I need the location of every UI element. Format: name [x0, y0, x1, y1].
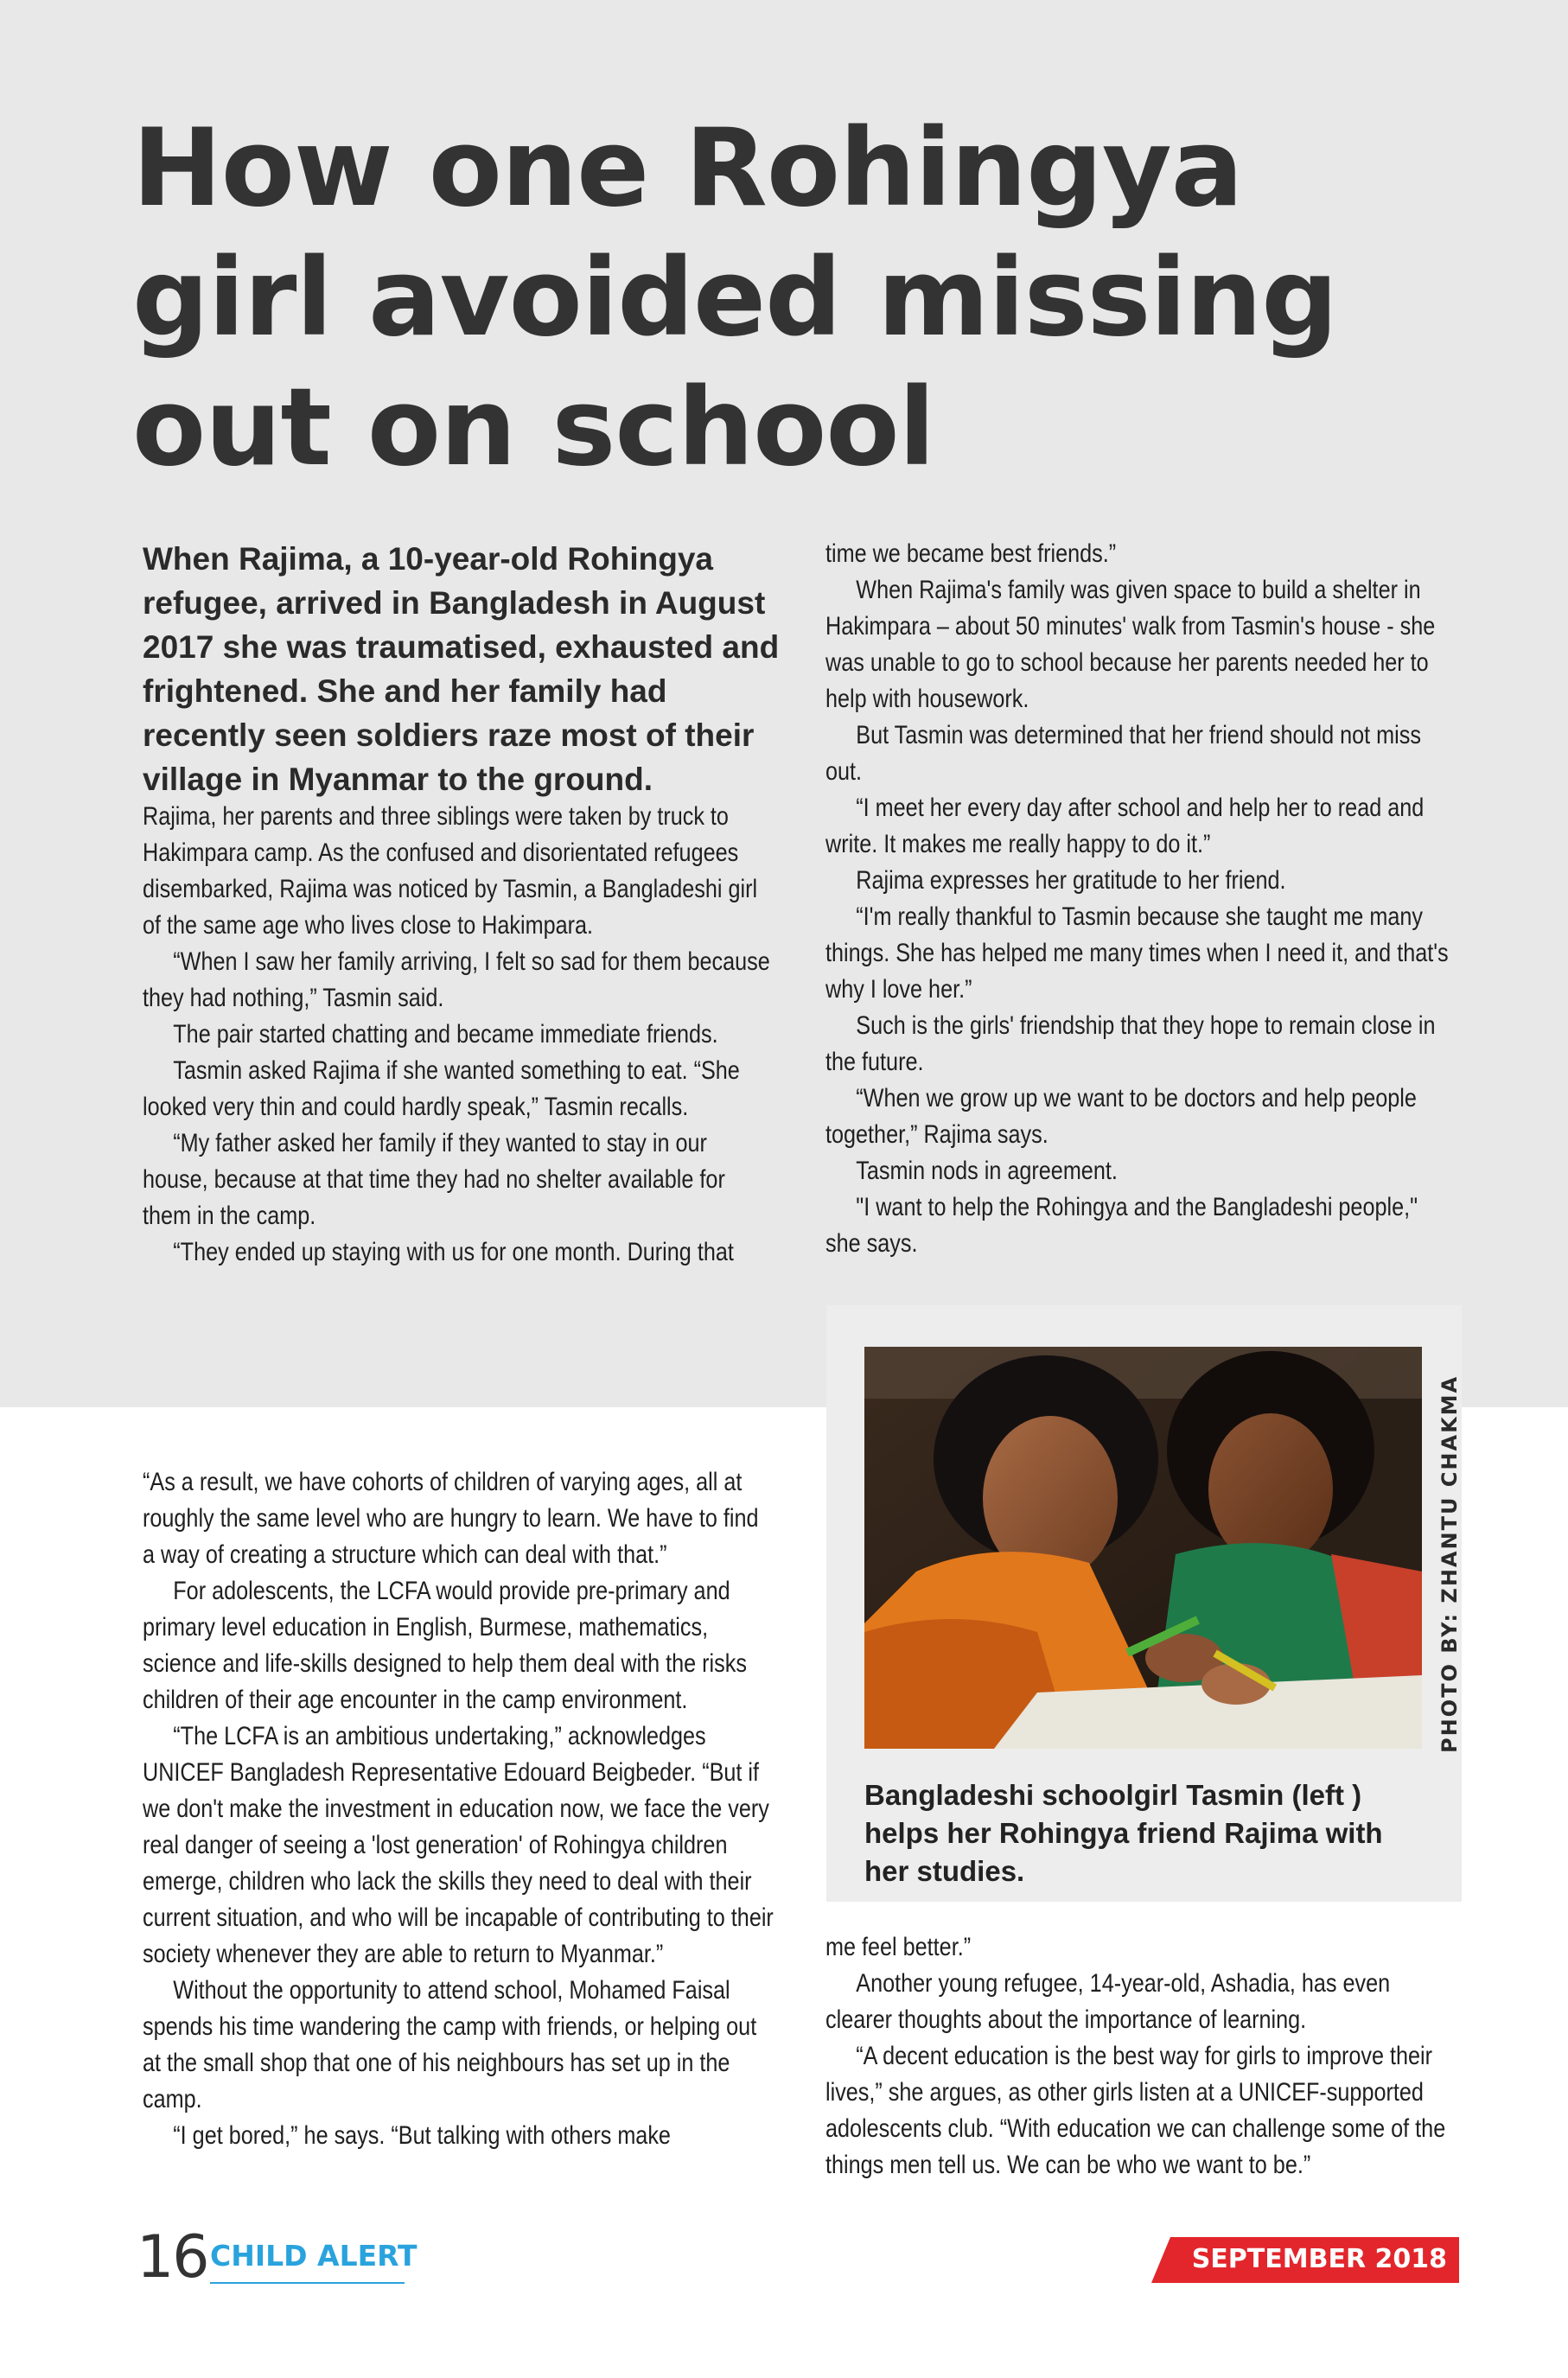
- paragraph: “As a result, we have cohorts of children of varying ages, all at roughly the same level who are hungry to learn. We have to find a way of creating a structure which can deal with that.”: [143, 1468, 759, 1569]
- article-headline: How one Rohingya girl avoided missing out on school: [132, 106, 1337, 490]
- paragraph: “I get bored,” he says. “But talking with others make: [173, 2121, 671, 2150]
- paragraph: “My father asked her family if they wanted to stay in our house, because at that time they had no shelter available for them in the camp.: [143, 1129, 725, 1230]
- issue-date: SEPTEMBER 2018: [1191, 2244, 1447, 2274]
- photo-caption: Bangladeshi schoolgirl Tasmin (left ) helps her Rohingya friend Rajima with her studies.: [864, 1779, 1383, 1887]
- paragraph: “When I saw her family arriving, I felt so sad for them because they had nothing,” Tasmin said.: [143, 947, 770, 1012]
- issue-date-banner: [1151, 2237, 1459, 2283]
- paragraph: The pair started chatting and became immediate friends.: [173, 1020, 718, 1049]
- paragraph: Another young refugee, 14-year-old, Ashadia, has even clearer thoughts about the importance of learning.: [825, 1969, 1391, 2034]
- paragraph: “I meet her every day after school and help her to read and write. It makes me really happy to do it.”: [825, 794, 1425, 858]
- paragraph: Such is the girls' friendship that they hope to remain close in the future.: [825, 1011, 1436, 1076]
- paragraph: me feel better.”: [825, 1933, 972, 1961]
- paragraph: “When we grow up we want to be doctors and help people together,” Rajima says.: [825, 1084, 1417, 1149]
- paragraph: Tasmin asked Rajima if she wanted something to eat. “She looked very thin and could hardly speak,” Tasmin recalls.: [143, 1056, 740, 1121]
- paragraph: Rajima, her parents and three siblings were taken by truck to Hakimpara camp. As the confused and disorientated refugees disembarked, Rajima was noticed by Tasmin, a Bangladeshi girl of the same age who lives close to Hakimpara.: [143, 802, 758, 940]
- paragraph: time we became best friends.”: [825, 539, 1117, 568]
- magazine-underline: [210, 2282, 405, 2284]
- column-3: [143, 1464, 791, 2208]
- article-photo: [864, 1347, 1422, 1749]
- column-4: [825, 1929, 1474, 2206]
- paragraph: For adolescents, the LCFA would provide pre-primary and primary level education in English, Burmese, mathematics, science and life-skills designed to help them deal with the risks children of their age encounter in the camp environment.: [143, 1577, 747, 1714]
- paragraph: “They ended up staying with us for one month. During that: [173, 1238, 734, 1266]
- paragraph: But Tasmin was determined that her friend should not miss out.: [825, 721, 1421, 786]
- paragraph: “The LCFA is an ambitious undertaking,” acknowledges UNICEF Bangladesh Representative Edouard Beigbeder. “But if we don't make the investment in education now, we face the very real danger of seeing a 'lost generation' of Rohingya children emerge, children who lack the skills they need to deal with their current situation, and who will be incapable of contributing to their society whenever they are able to return to Myanmar.”: [143, 1722, 774, 1968]
- paragraph: Tasmin nods in agreement.: [856, 1157, 1118, 1185]
- magazine-name: CHILD ALERT: [210, 2239, 417, 2273]
- column-2: [825, 536, 1474, 1262]
- photo-credit: PHOTO BY: ZHANTU CHAKMA: [1437, 1374, 1462, 1753]
- paragraph: Rajima expresses her gratitude to her friend.: [856, 866, 1286, 895]
- column-1: [143, 799, 791, 1270]
- paragraph: “I'm really thankful to Tasmin because she taught me many things. She has helped me many times when I need it, and that's why I love her.”: [825, 902, 1449, 1004]
- page-number: 16: [137, 2223, 208, 2292]
- paragraph: “A decent education is the best way for girls to improve their lives,” she argues, as other girls listen at a UNICEF-supported adolescents club. “With education we can challenge some of the things men tell us. We can be who we want to be.”: [825, 2042, 1446, 2179]
- paragraph: When Rajima's family was given space to build a shelter in Hakimpara – about 50 minutes' walk from Tasmin's house - she was unable to go to school because her parents needed her to help with housework.: [825, 576, 1436, 713]
- article-lead: When Rajima, a 10-year-old Rohingya refugee, arrived in Bangladesh in August 2017 she was traumatised, exhausted and frightened. She and her family had recently seen soldiers raze most of their village in Myanmar to the ground.: [143, 541, 780, 797]
- paragraph: Without the opportunity to attend school, Mohamed Faisal spends his time wandering the camp with friends, or helping out at the small shop that one of his neighbours has set up in the camp.: [143, 1976, 757, 2113]
- paragraph: "I want to help the Rohingya and the Bangladeshi people," she says.: [825, 1193, 1418, 1258]
